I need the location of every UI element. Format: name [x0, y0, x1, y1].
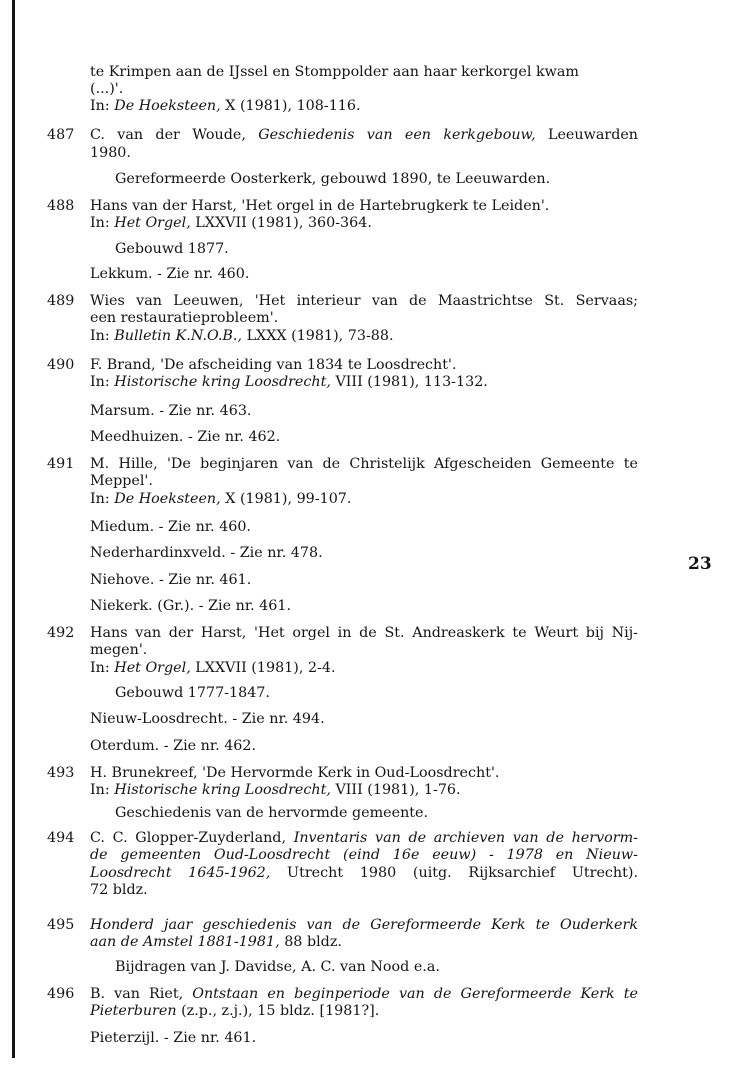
entry-line: Hans van der Harst, 'Het orgel in de Hartebrugkerk te Leiden'.	[90, 198, 550, 214]
entry-note: Gebouwd 1777-1847.	[115, 685, 270, 701]
entry-number: 490	[47, 357, 75, 373]
entry-line: Wies van Leeuwen, 'Het interieur van de Maastrichtse St. Servaas;	[90, 293, 638, 309]
cross-reference-text: Lekkum. - Zie nr. 460.	[90, 266, 250, 282]
citation-line	[90, 215, 372, 233]
cross-reference-text: Niehove. - Zie nr. 461.	[90, 572, 252, 588]
citation-line	[90, 782, 461, 800]
citation-ref: LXXVII (1981), 360-364.	[195, 215, 372, 231]
journal-title: Historische kring Loosdrecht,	[114, 374, 331, 390]
cross-reference-text: Nieuw-Loosdrecht. - Zie nr. 494.	[90, 711, 325, 727]
citation-line	[90, 660, 336, 678]
cross-reference-text: Marsum. - Zie nr. 463.	[90, 403, 252, 419]
journal-title: Het Orgel,	[114, 660, 191, 676]
citation-line	[90, 491, 351, 509]
cross-reference-text: Miedum. - Zie nr. 460.	[90, 519, 251, 535]
citation-ref: X (1981), 99-107.	[225, 491, 352, 507]
cross-reference-text: Pieterzijl. - Zie nr. 461.	[90, 1030, 257, 1046]
book-title: Ontstaan en beginperiode van de Gereformeerde Kerk te	[192, 986, 638, 1002]
citation-ref: VIII (1981), 1-76.	[335, 782, 461, 798]
entry-number: 489	[47, 293, 75, 309]
book-title: Geschiedenis van een kerkgebouw,	[258, 127, 536, 143]
entry-line: te Krimpen aan de IJssel en Stomppolder aan haar kerkorgel kwam	[90, 64, 579, 80]
entry-number: 495	[47, 917, 75, 933]
citation-ref: X (1981), 108-116.	[225, 98, 361, 114]
entry-note: Bijdragen van J. Davidse, A. C. van Nood e.a.	[115, 959, 440, 975]
citation-ref: LXXX (1981), 73-88.	[246, 328, 394, 344]
entry-note: Gebouwd 1877.	[115, 241, 229, 257]
in-label: In:	[90, 215, 110, 231]
journal-title: De Hoeksteen,	[114, 98, 221, 114]
citation-line	[90, 374, 488, 392]
entry-note: Gereformeerde Oosterkerk, gebouwd 1890, te Leeuwarden.	[115, 171, 551, 187]
entry-line	[90, 830, 638, 848]
entry-pages: 88 bldz.	[284, 934, 342, 950]
journal-title: De Hoeksteen,	[114, 491, 221, 507]
journal-title: Het Orgel,	[114, 215, 191, 231]
cross-reference-text: Niekerk. (Gr.). - Zie nr. 461.	[90, 598, 292, 614]
entry-line: een restauratieprobleem'.	[90, 310, 279, 326]
cross-reference-text: Oterdum. - Zie nr. 462.	[90, 738, 257, 754]
book-title: aan de Amstel 1881-1981,	[90, 934, 280, 950]
in-label: In:	[90, 98, 110, 114]
place: Leeuwarden	[547, 127, 639, 143]
book-title: Loosdrecht 1645-1962,	[90, 865, 271, 881]
entry-line: Meppel'.	[90, 473, 153, 489]
book-title: de gemeenten Oud-Loosdrecht (eind 16e eeuw) - 1978 en Nieuw-	[90, 847, 638, 863]
citation-ref: VIII (1981), 113-132.	[335, 374, 488, 390]
journal-title: Historische kring Loosdrecht,	[114, 782, 331, 798]
cross-reference-text: Nederhardinxveld. - Zie nr. 478.	[90, 545, 323, 561]
in-label: In:	[90, 328, 110, 344]
entry-line: M. Hille, 'De beginjaren van de Christelijk Afgescheiden Gemeente te	[90, 456, 638, 472]
publisher: Utrecht 1980 (uitg. Rijksarchief Utrecht).	[287, 865, 638, 881]
entry-line	[90, 127, 638, 145]
author: B. van Riet,	[90, 986, 184, 1002]
entry-line: F. Brand, 'De afscheiding van 1834 te Loosdrecht'.	[90, 357, 457, 373]
journal-title: Bulletin K.N.O.B.,	[114, 328, 243, 344]
citation-line	[90, 328, 394, 346]
entry-number: 494	[47, 830, 75, 846]
in-label: In:	[90, 491, 110, 507]
entry-pages: 72 bldz.	[90, 882, 148, 898]
entry-line	[90, 847, 638, 865]
author: C. C. Glopper-Zuyderland,	[90, 830, 287, 846]
in-label: In:	[90, 374, 110, 390]
in-label: In:	[90, 660, 110, 676]
entry-note: Geschiedenis van de hervormde gemeente.	[115, 805, 429, 821]
book-title: Honderd jaar geschiedenis van de Gereformeerde Kerk te Ouderkerk	[90, 917, 638, 933]
publisher: (z.p., z.j.), 15 bldz. [1981?].	[181, 1003, 380, 1019]
entry-line: megen'.	[90, 642, 148, 658]
entry-number: 488	[47, 198, 75, 214]
in-label: In:	[90, 782, 110, 798]
citation-ref: LXXVII (1981), 2-4.	[195, 660, 336, 676]
page-number: 23	[688, 554, 712, 574]
book-title: Pieterburen	[90, 1003, 177, 1019]
entry-number: 492	[47, 625, 75, 641]
margin-rule	[12, 0, 15, 1058]
entry-line	[90, 865, 638, 883]
entry-number: 487	[47, 127, 75, 143]
entry-line	[90, 1003, 379, 1021]
entry-number: 493	[47, 765, 75, 781]
entry-number: 491	[47, 456, 75, 472]
cross-reference-text: Meedhuizen. - Zie nr. 462.	[90, 429, 281, 445]
entry-line: Hans van der Harst, 'Het orgel in de St. Andreaskerk te Weurt bij Nij-	[90, 625, 638, 641]
book-title: Inventaris van de archieven van de hervorm-	[293, 830, 639, 846]
entry-line: (...)'.	[90, 81, 124, 97]
entry-line: H. Brunekreef, 'De Hervormde Kerk in Oud-Loosdrecht'.	[90, 765, 500, 781]
entry-number: 496	[47, 986, 75, 1002]
entry-line	[90, 917, 638, 935]
entry-line	[90, 986, 638, 1004]
author: C. van der Woude,	[90, 127, 246, 143]
entry-year: 1980.	[90, 145, 131, 161]
entry-line	[90, 934, 342, 952]
citation-line	[90, 98, 361, 116]
